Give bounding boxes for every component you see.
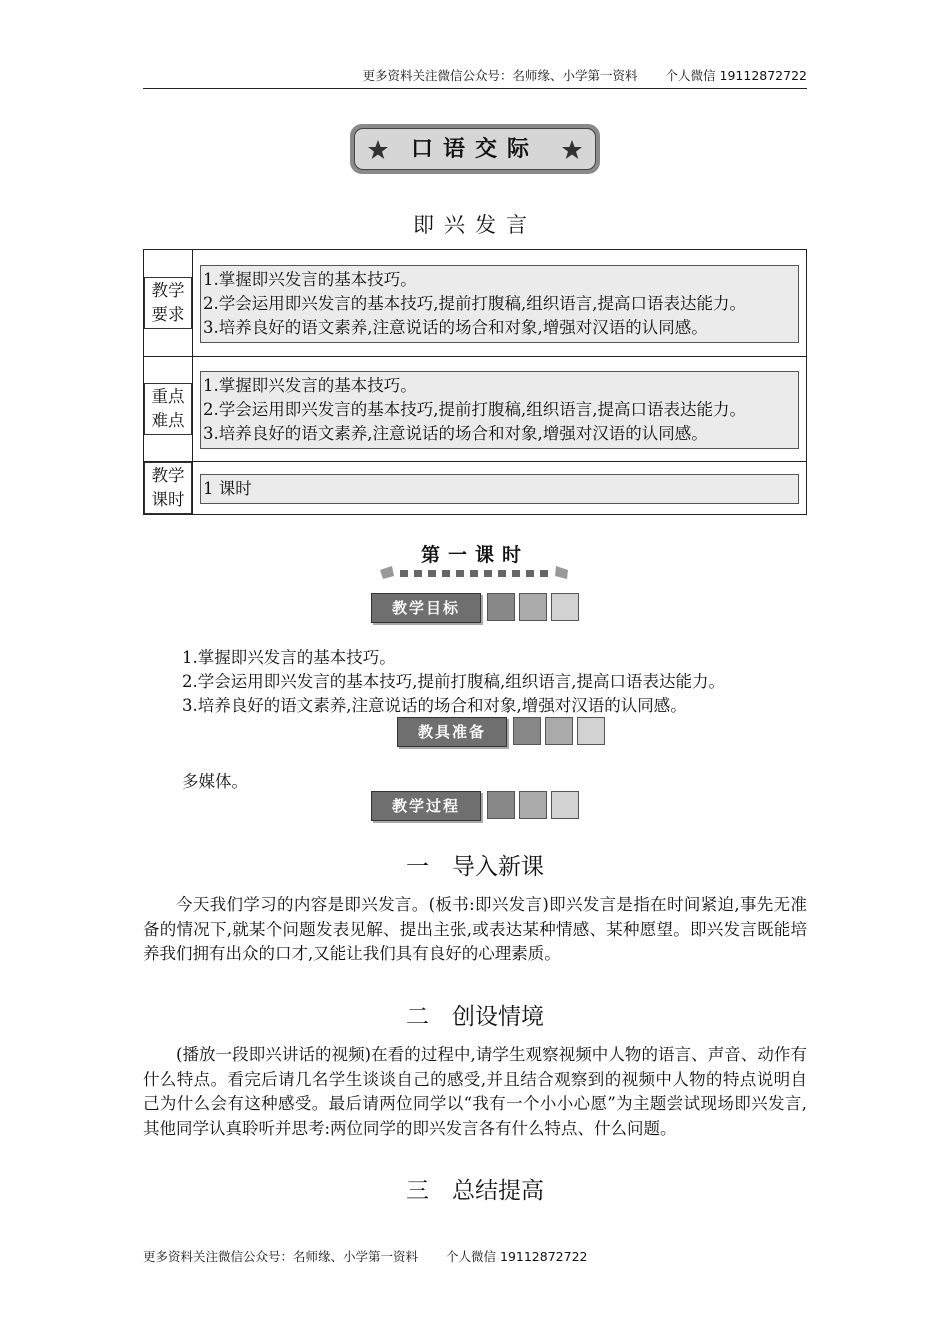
list-item: 1 课时 (203, 478, 252, 498)
lesson-title: 第一课时 (420, 544, 529, 566)
footer-text: 更多资料关注微信公众号：名师缘、小学第一资料 (143, 1249, 419, 1264)
row-label: 教学课时 (144, 462, 192, 514)
square-icon (545, 717, 573, 745)
square-icon (513, 717, 541, 745)
list-item: 3.培养良好的语文素养,注意说话的场合和对象,增强对汉语的认同感。 (203, 423, 708, 443)
tools-tag (397, 717, 607, 747)
table-row (144, 462, 807, 515)
list-item: 1.掌握即兴发言的基本技巧。 (203, 269, 417, 289)
table-row (144, 357, 807, 462)
tools-text: 多媒体。 (182, 772, 248, 791)
goals-tag-label: 教学目标 (371, 593, 481, 623)
star-icon (367, 139, 389, 161)
page-footer (143, 1247, 587, 1267)
section-paragraph: 今天我们学习的内容是即兴发言。(板书:即兴发言)即兴发言是指在时间紧迫,事先无准备的情况下,就某个问题发表见解、提出主张,或表达某种情感、某种愿望。即兴发言既能培养我们拥有出众的口才,又能让我们具有良好的心理素质。 (143, 895, 807, 963)
goals-tag (371, 593, 581, 623)
header-text: 更多资料关注微信公众号：名师缘、小学第一资料 (362, 68, 638, 83)
page-header (143, 66, 807, 89)
square-icon (519, 593, 547, 621)
info-table (143, 249, 807, 515)
square-icon (551, 593, 579, 621)
section-paragraph: (播放一段即兴讲话的视频)在看的过程中,请学生观察视频中人物的语言、声音、动作有什么特点。看完后请几名学生谈谈自己的感受,并且结合观察到的视频中人物的特点说明自己为什么会有这种感受。最后请两位同学以“我有一个小小心愿”为主题尝试现场即兴发言,其他同学认真聆听并思考:两位同学的即兴发言各有什么特点、什么问题。 (143, 1045, 807, 1138)
header-wechat: 个人微信 19112872722 (665, 68, 807, 83)
dotted-divider (380, 566, 570, 580)
banner-title: 口语交际 (410, 137, 539, 162)
list-item: 2.学会运用即兴发言的基本技巧,提前打腹稿,组织语言,提高口语表达能力。 (182, 672, 725, 691)
list-item: 3.培养良好的语文素养,注意说话的场合和对象,增强对汉语的认同感。 (203, 317, 708, 337)
star-icon (561, 139, 583, 161)
list-item: 1.掌握即兴发言的基本技巧。 (182, 648, 396, 667)
list-item: 2.学会运用即兴发言的基本技巧,提前打腹稿,组织语言,提高口语表达能力。 (203, 293, 746, 313)
section-heading: 三 总结提高 (406, 1178, 544, 1204)
list-item: 1.掌握即兴发言的基本技巧。 (203, 375, 417, 395)
footer-wechat: 个人微信 19112872722 (446, 1249, 588, 1264)
row-label: 教学要求 (144, 277, 192, 329)
goals-list (182, 646, 725, 718)
title-banner (350, 124, 600, 174)
process-tag (371, 791, 581, 821)
square-icon (487, 593, 515, 621)
row-content (200, 371, 799, 449)
table-row (144, 250, 807, 357)
section-heading: 二 创设情境 (406, 1004, 544, 1030)
page-subtitle: 即兴发言 (413, 213, 537, 237)
square-icon (519, 791, 547, 819)
square-icon (487, 791, 515, 819)
tools-tag-label: 教具准备 (397, 717, 507, 747)
square-icon (551, 791, 579, 819)
list-item: 3.培养良好的语文素养,注意说话的场合和对象,增强对汉语的认同感。 (182, 696, 687, 715)
list-item: 2.学会运用即兴发言的基本技巧,提前打腹稿,组织语言,提高口语表达能力。 (203, 399, 746, 419)
section-heading: 一 导入新课 (406, 854, 544, 880)
row-content (200, 265, 799, 343)
process-tag-label: 教学过程 (371, 791, 481, 821)
square-icon (577, 717, 605, 745)
row-content (200, 474, 799, 504)
row-label: 重点难点 (144, 383, 192, 435)
